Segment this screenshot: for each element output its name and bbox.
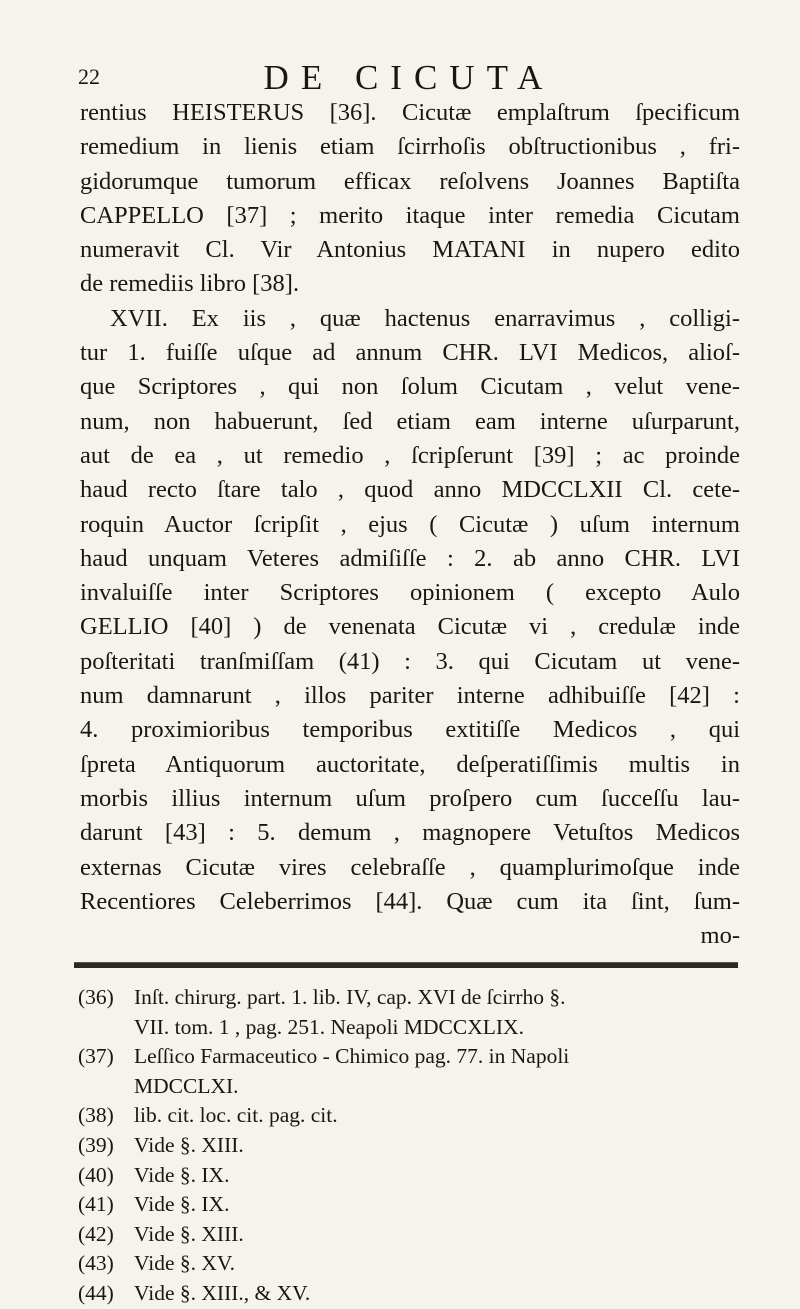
footnote-divider (74, 962, 738, 968)
body-line: GELLIO [40] ) de venenata Cicutæ vi , credulæ inde (80, 613, 740, 641)
catchword: mo- (700, 922, 740, 950)
footnotes (78, 983, 740, 1309)
footnote-number: (38) (78, 1103, 114, 1128)
body-line: haud unquam Veteres admiſiſſe : 2. ab anno CHR. LVI (80, 544, 740, 572)
body-text (80, 96, 740, 953)
body-line: Recentiores Celeberrimos [44]. Quæ cum ita ſint, ſum- (80, 887, 740, 915)
footnote (78, 1161, 740, 1191)
footnote (78, 983, 740, 1013)
footnote (78, 1190, 740, 1220)
body-line: morbis illius internum uſum proſpero cum ſucceſſu lau- (80, 784, 740, 812)
footnote-text: Vide §. XIII. (134, 1132, 244, 1157)
footnote-number: (37) (78, 1044, 114, 1069)
footnote (78, 1042, 740, 1072)
footnote-number: (42) (78, 1221, 114, 1246)
body-line: externas Cicutæ vires celebraſſe , quamplurimoſque inde (80, 853, 740, 881)
body-line: haud recto ſtare talo , quod anno MDCCLXII Cl. cete- (80, 476, 740, 504)
footnote-text: Vide §. XV. (134, 1251, 236, 1276)
footnote-number: (40) (78, 1162, 114, 1187)
running-title: DE CICUTA (263, 58, 555, 97)
footnote-number: (41) (78, 1192, 114, 1217)
body-line: gidorumque tumorum efficax reſolvens Joannes Baptiſta (80, 167, 740, 195)
body-line: XVII. Ex iis , quæ hactenus enarravimus , colligi- (110, 304, 740, 332)
page-header (78, 58, 740, 98)
body-line: tur 1. fuiſſe uſque ad annum CHR. LVI Medicos, alioſ- (80, 339, 740, 367)
footnote-number: (43) (78, 1251, 114, 1276)
body-line: invaluiſſe inter Scriptores opinionem ( excepto Aulo (80, 579, 740, 607)
body-line: aut de ea , ut remedio , ſcripſerunt [39] ; ac proinde (80, 441, 740, 469)
page-number: 22 (78, 64, 100, 89)
body-line: rentius HEISTERUS [36]. Cicutæ emplaſtrum ſpecificum (80, 99, 740, 126)
footnote-text: Vide §. IX. (134, 1162, 230, 1187)
footnote (78, 1220, 740, 1250)
footnote-text: Vide §. XIII. (134, 1221, 244, 1246)
footnote (78, 1279, 740, 1309)
footnote-text: Vide §. IX. (134, 1192, 230, 1217)
body-line: CAPPELLO [37] ; merito itaque inter remedia Cicutam (80, 201, 740, 229)
body-line: remedium in lienis etiam ſcirrhoſis obſtructionibus , fri- (80, 133, 740, 161)
footnote (78, 1101, 740, 1131)
body-line: de remediis libro [38]. (80, 270, 300, 298)
footnote-number: (39) (78, 1132, 114, 1157)
footnote (78, 1249, 740, 1279)
footnote-text: Inſt. chirurg. part. 1. lib. IV, cap. XVI de ſcirrho §. (134, 985, 566, 1009)
footnote-text: Vide §. XIII., & XV. (134, 1280, 311, 1305)
body-line: num damnarunt , illos pariter interne adhibuiſſe [42] : (80, 682, 740, 710)
body-line: numeravit Cl. Vir Antonius MATANI in nupero edito (80, 236, 740, 264)
body-line: poſteritati tranſmiſſam (41) : 3. qui Cicutam ut vene- (80, 647, 740, 675)
body-line: num, non habuerunt, ſed etiam eam interne uſurparunt, (80, 407, 740, 435)
body-line: darunt [43] : 5. demum , magnopere Vetuſtos Medicos (80, 819, 740, 847)
body-line: roquin Auctor ſcripſit , ejus ( Cicutæ ) uſum internum (80, 510, 740, 538)
footnote-continuation: MDCCLXI. (134, 1073, 239, 1098)
footnote-number: (44) (78, 1280, 114, 1305)
footnote-text: Leſſico Farmaceutico - Chimico pag. 77. in Napoli (134, 1044, 570, 1069)
footnote (78, 1131, 740, 1161)
footnote-number: (36) (78, 985, 114, 1009)
body-line: ſpreta Antiquorum auctoritate, deſperatiſſimis multis in (80, 750, 740, 778)
footnote-text: lib. cit. loc. cit. pag. cit. (134, 1103, 338, 1128)
body-line: 4. proximioribus temporibus extitiſſe Medicos , qui (80, 716, 740, 744)
footnote-continuation: VII. tom. 1 , pag. 251. Neapoli MDCCXLIX. (134, 1014, 524, 1039)
body-line: que Scriptores , qui non ſolum Cicutam , velut vene- (80, 373, 740, 401)
